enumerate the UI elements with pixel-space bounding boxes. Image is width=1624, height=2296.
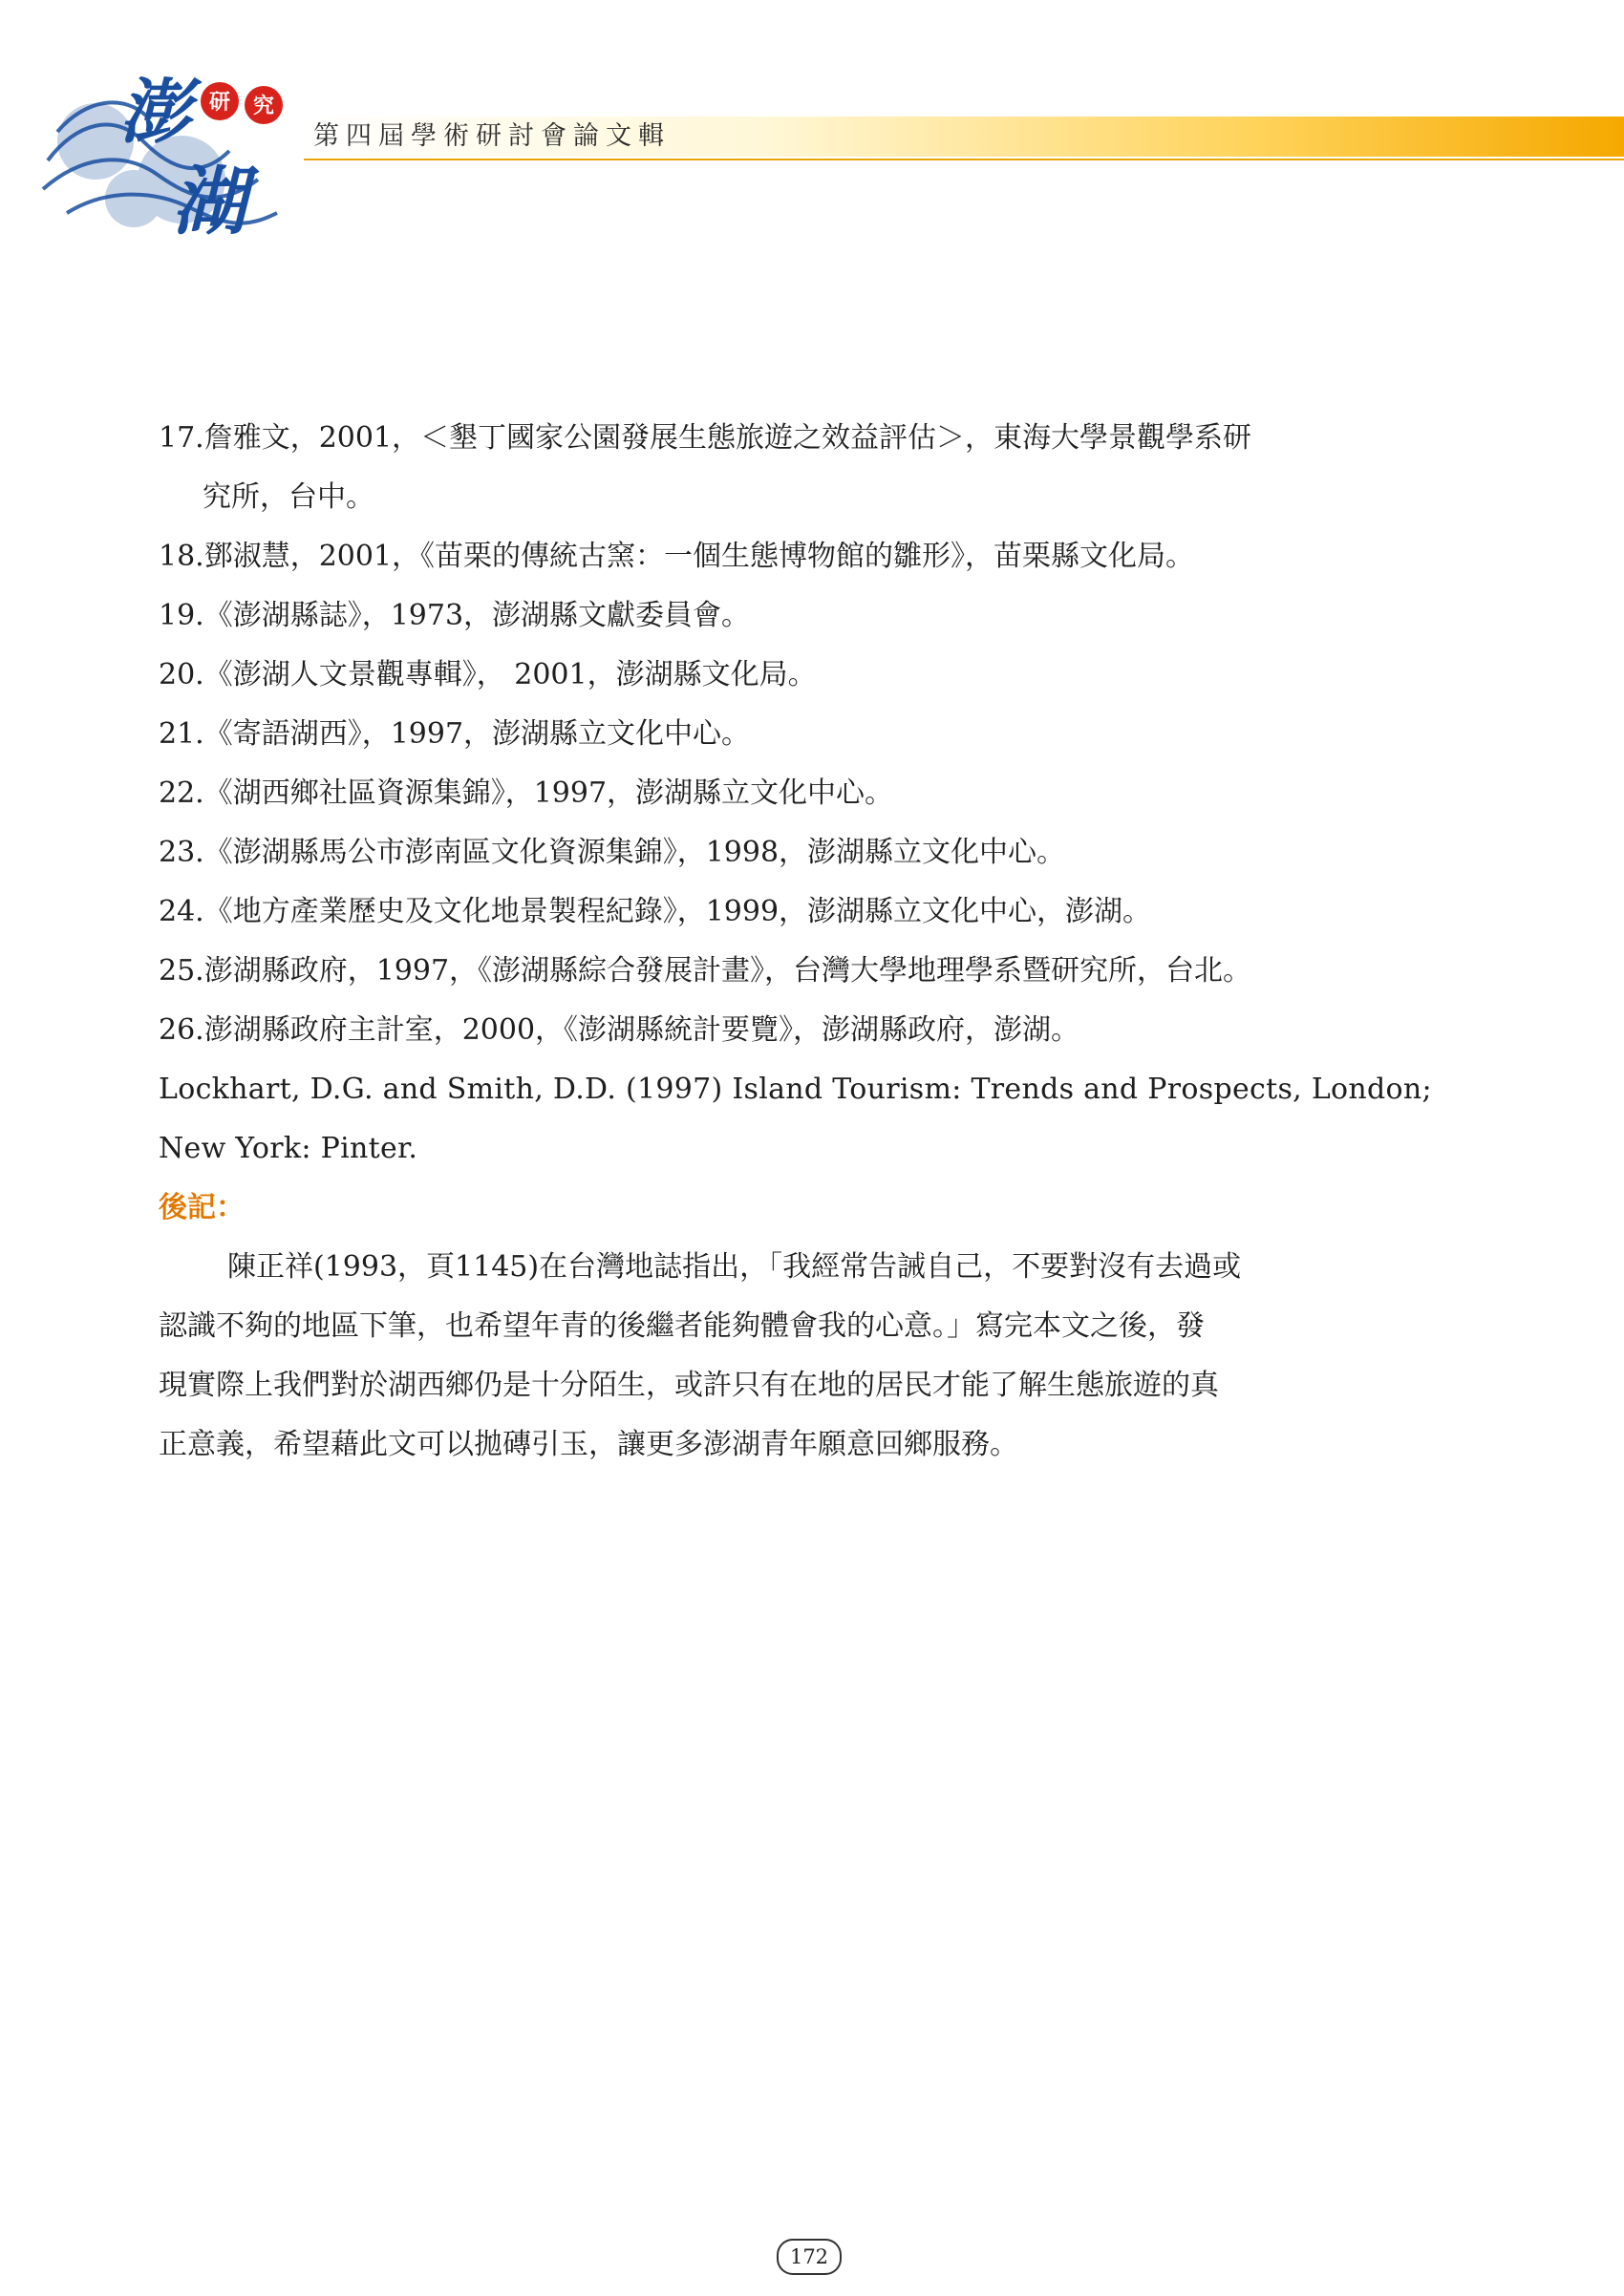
logo-seal-jiu: 究 — [252, 95, 275, 118]
postscript-line: 正意義，希望藉此文可以拋磚引玉，讓更多澎湖青年願意回鄉服務。 — [159, 1428, 1018, 1461]
page-number: 172 — [777, 2239, 842, 2275]
postscript-line: 認識不夠的地區下筆，也希望年青的後繼者能夠體會我的心意。」寫完本文之後，發 — [159, 1309, 1205, 1343]
publication-title: 第四屆學術研討會論文輯 — [313, 121, 671, 151]
reference-item-17 — [159, 409, 1477, 527]
reference-continuation: 究所，台中。 — [203, 480, 374, 514]
reference-item-18: 18.鄧淑慧，2001，《苗栗的傳統古窯：一個生態博物館的雛形》，苗栗縣文化局。 — [159, 540, 1195, 573]
reference-item-25: 25.澎湖縣政府，1997，《澎湖縣綜合發展計畫》，台灣大學地理學系暨研究所，台北。 — [159, 954, 1252, 988]
wave-emblem-icon — [38, 46, 296, 237]
logo-char-hu: 湖 — [172, 159, 247, 237]
header-rule — [304, 159, 1624, 160]
journal-logo — [38, 46, 296, 237]
page-content — [159, 409, 1477, 1475]
postscript-heading: 後記： — [159, 1191, 245, 1224]
reference-english-line1: Lockhart, D.G. and Smith, D.D. (1997) Island Tourism: Trends and Prospects, London; — [159, 1073, 1432, 1106]
reference-item-26: 26.澎湖縣政府主計室，2000，《澎湖縣統計要覽》，澎湖縣政府，澎湖。 — [159, 1013, 1080, 1047]
postscript-paragraph — [159, 1238, 1477, 1475]
reference-item-21: 21.《寄語湖西》，1997，澎湖縣立文化中心。 — [159, 717, 751, 751]
reference-item-19: 19.《澎湖縣誌》，1973，澎湖縣文獻委員會。 — [159, 599, 751, 632]
reference-item-24: 24.《地方產業歷史及文化地景製程紀錄》，1999，澎湖縣立文化中心，澎湖。 — [159, 895, 1152, 928]
reference-item-23: 23.《澎湖縣馬公市澎南區文化資源集錦》，1998，澎湖縣立文化中心。 — [159, 836, 1066, 869]
reference-english-line2: New York: Pinter. — [159, 1132, 418, 1165]
logo-char-peng: 澎 — [119, 72, 190, 154]
reference-item-22: 22.《湖西鄉社區資源集錦》，1997，澎湖縣立文化中心。 — [159, 776, 894, 810]
logo-seal-yan: 研 — [208, 91, 231, 115]
reference-text: 17.詹雅文，2001，＜墾丁國家公園發展生態旅遊之效益評估＞，東海大學景觀學系研 — [159, 421, 1252, 455]
postscript-line: 現實際上我們對於湖西鄉仍是十分陌生，或許只有在地的居民才能了解生態旅遊的真 — [159, 1369, 1219, 1402]
reference-item-20: 20.《澎湖人文景觀專輯》， 2001，澎湖縣文化局。 — [159, 658, 817, 691]
postscript-line: 陳正祥(1993，頁1145)在台灣地誌指出，「我經常告誡自己，不要對沒有去過或 — [227, 1250, 1242, 1284]
